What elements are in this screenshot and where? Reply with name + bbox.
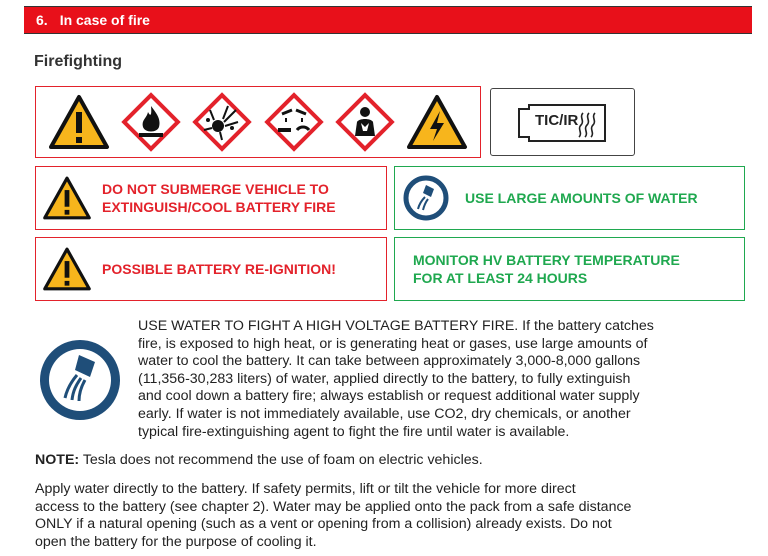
submerge-warning-line2: EXTINGUISH/COOL BATTERY FIRE	[102, 199, 336, 215]
thermal-camera-box	[490, 88, 635, 156]
monitor-advice-line2: FOR AT LEAST 24 HOURS	[413, 270, 588, 286]
main-paragraph-line: early. If water is not immediately available, use CO2, dry chemicals, or another	[138, 405, 631, 422]
explosive-icon	[192, 92, 252, 152]
section-title: In case of fire	[59, 12, 150, 28]
water-extinguish-icon	[35, 335, 125, 425]
main-paragraph	[138, 318, 760, 441]
health-hazard-icon	[335, 92, 395, 152]
main-paragraph-line: typical fire-extinguishing agent to fight the fire until water is available.	[138, 423, 570, 440]
main-paragraph-line: USE WATER TO FIGHT A HIGH VOLTAGE BATTERY FIRE. If the battery catches	[138, 318, 654, 334]
warning-triangle-icon	[42, 246, 92, 292]
main-paragraph-line: and cool down a battery fire; always establish or request additional water supply	[138, 388, 640, 405]
note-text: Tesla does not recommend the use of foam on electric vehicles.	[79, 452, 483, 468]
main-paragraph-line: fire, is exposed to high heat, or is generating heat or gases, use large amounts of	[138, 335, 648, 352]
water-extinguish-icon	[403, 175, 449, 221]
flammable-icon	[121, 92, 181, 152]
monitor-advice-line1: MONITOR HV BATTERY TEMPERATURE	[413, 252, 680, 268]
tic-label: TIC/IR	[535, 112, 579, 129]
note-label: NOTE:	[35, 452, 80, 468]
submerge-warning-line1: DO NOT SUBMERGE VEHICLE TO	[102, 181, 329, 197]
apply-paragraph-line: ONLY if a natural opening (such as a vent or opening from a collision) already exists. Do not	[35, 516, 612, 533]
apply-water-paragraph	[35, 481, 760, 551]
section-header	[24, 6, 752, 34]
corrosive-icon	[264, 92, 324, 152]
foam-note	[35, 452, 755, 470]
section-number: 6.	[36, 12, 48, 28]
warning-triangle-icon	[48, 93, 110, 151]
reignition-warning-text: POSSIBLE BATTERY RE-IGNITION!	[102, 261, 336, 277]
warning-triangle-icon	[42, 175, 92, 221]
monitor-advice-box	[394, 237, 745, 301]
main-paragraph-line: water to cool the battery. It can take between approximately 3,000-8,000 gallons	[138, 353, 641, 370]
reignition-warning-box	[35, 237, 387, 301]
water-advice-box	[394, 166, 745, 230]
apply-paragraph-line: Apply water directly to the battery. If safety permits, lift or tilt the vehicle for more direct	[35, 481, 576, 497]
subheading: Firefighting	[34, 53, 122, 70]
hazard-pictogram-strip	[35, 86, 481, 158]
apply-paragraph-line: access to the battery (see chapter 2). Water may be applied onto the pack from a safe distance	[35, 498, 632, 515]
electrical-hazard-icon	[406, 93, 468, 151]
main-paragraph-line: (11,356-30,283 liters) of water, applied directly to the battery, to fully extinguish	[138, 370, 631, 387]
water-advice-text: USE LARGE AMOUNTS OF WATER	[465, 190, 698, 206]
submerge-warning-box	[35, 166, 387, 230]
apply-paragraph-line: open the battery for the purpose of cooling it.	[35, 533, 317, 550]
